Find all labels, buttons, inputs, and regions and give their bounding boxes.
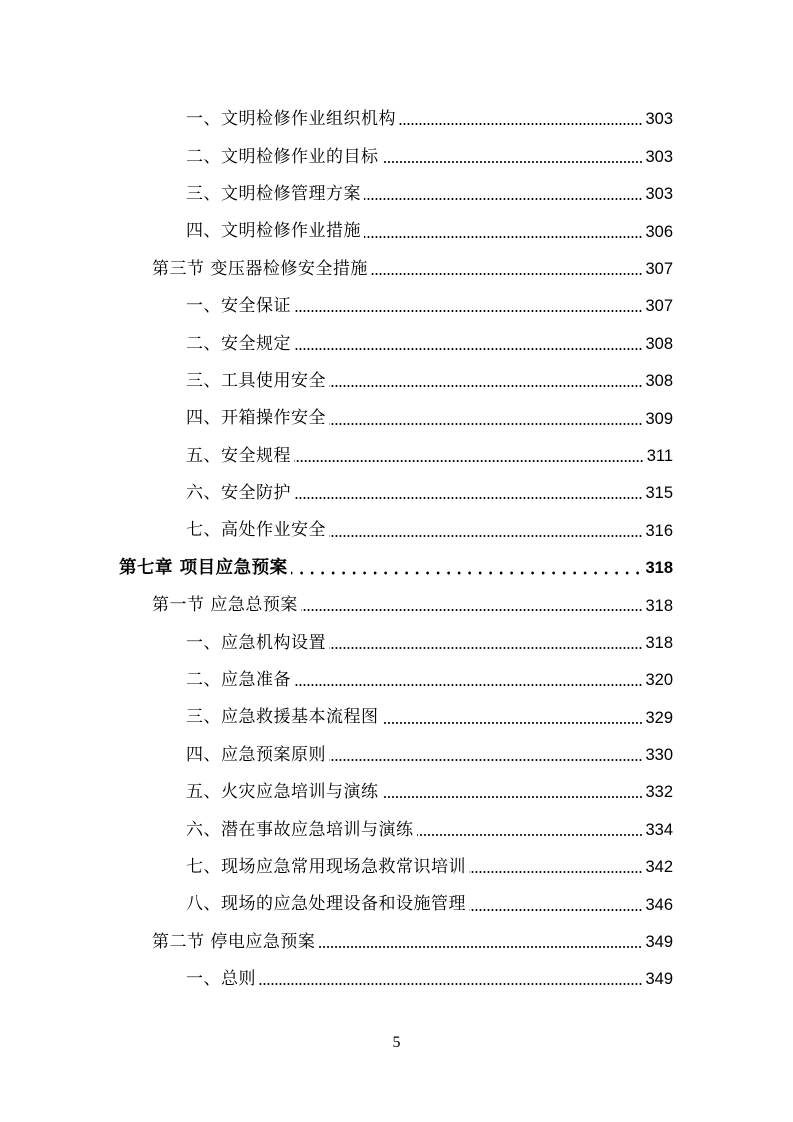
toc-entry-page-number: 303 — [645, 185, 673, 204]
toc-dot-leader — [329, 384, 642, 388]
toc-entry-item[interactable] — [0, 662, 793, 699]
toc-entry-item[interactable] — [0, 363, 793, 400]
toc-entry-item[interactable] — [0, 699, 793, 736]
toc-dot-leader — [371, 272, 643, 276]
toc-entry-chapter[interactable] — [0, 550, 793, 587]
toc-entry-title: 七、高处作业安全 — [186, 520, 326, 541]
toc-dot-leader — [469, 908, 642, 912]
toc-entry-item[interactable] — [0, 886, 793, 923]
toc-entry-title: 六、安全防护 — [186, 483, 291, 504]
toc-entry-item[interactable] — [0, 774, 793, 811]
toc-dot-leader — [399, 122, 642, 126]
toc-dot-leader — [294, 683, 642, 687]
toc-entry-title: 二、应急准备 — [186, 670, 291, 691]
toc-entry-item[interactable] — [0, 475, 793, 512]
toc-entry-page-number: 307 — [645, 297, 673, 316]
toc-entry-section[interactable] — [0, 587, 793, 624]
toc-entry-page-number: 334 — [645, 820, 673, 839]
toc-dot-leader — [294, 496, 642, 500]
toc-entry-item[interactable] — [0, 101, 793, 138]
toc-entry-page-number: 320 — [645, 671, 673, 690]
toc-entry-title: 三、文明检修管理方案 — [186, 183, 361, 204]
toc-entry-item[interactable] — [0, 138, 793, 175]
toc-entry-page-number: 315 — [645, 484, 673, 503]
toc-entry-item[interactable] — [0, 849, 793, 886]
toc-entry-page-number: 318 — [645, 559, 673, 578]
toc-entry-title: 第七章 项目应急预案 — [119, 557, 288, 578]
toc-entry-page-number: 330 — [645, 746, 673, 765]
toc-entry-title: 一、文明检修作业组织机构 — [186, 109, 396, 130]
toc-entry-page-number: 303 — [645, 147, 673, 166]
toc-dot-leader — [329, 646, 642, 650]
toc-entry-item[interactable] — [0, 438, 793, 475]
toc-entry-page-number: 309 — [645, 409, 673, 428]
toc-entry-item[interactable] — [0, 737, 793, 774]
toc-entry-page-number: 316 — [645, 521, 673, 540]
toc-entry-title: 四、应急预案原则 — [186, 744, 326, 765]
toc-entry-title: 二、文明检修作业的目标 — [186, 146, 379, 167]
toc-entry-item[interactable] — [0, 811, 793, 848]
toc-entry-page-number: 308 — [645, 334, 673, 353]
toc-entry-page-number: 342 — [645, 858, 673, 877]
toc-dot-leader — [294, 459, 644, 463]
toc-entry-page-number: 349 — [645, 933, 673, 952]
toc-dot-leader — [469, 870, 642, 874]
toc-dot-leader — [382, 721, 643, 725]
toc-dot-leader — [259, 982, 642, 986]
toc-entry-item[interactable] — [0, 512, 793, 549]
toc-entry-title: 二、安全规定 — [186, 333, 291, 354]
toc-dot-leader — [301, 608, 643, 612]
toc-entry-title: 三、应急救援基本流程图 — [186, 707, 379, 728]
page-number: 5 — [392, 1034, 401, 1051]
toc-entry-page-number: 332 — [645, 783, 673, 802]
toc-dot-leader — [417, 833, 643, 837]
toc-entry-item[interactable] — [0, 624, 793, 661]
toc-entry-item[interactable] — [0, 400, 793, 437]
toc-entry-section[interactable] — [0, 924, 793, 961]
toc-entry-title: 五、火灾应急培训与演练 — [186, 782, 379, 803]
toc-entry-page-number: 318 — [645, 633, 673, 652]
toc-entry-title: 八、现场的应急处理设备和设施管理 — [186, 894, 466, 915]
toc-entry-title: 一、总则 — [186, 969, 256, 990]
toc-dot-leader — [329, 534, 642, 538]
toc-dot-leader — [329, 758, 642, 762]
toc-entry-title: 四、开箱操作安全 — [186, 408, 326, 429]
toc-entry-page-number: 311 — [646, 446, 673, 465]
toc-entry-title: 第一节 应急总预案 — [152, 595, 298, 616]
toc-entry-page-number: 303 — [645, 110, 673, 129]
toc-dot-leader — [382, 795, 643, 799]
toc-entry-title: 六、潜在事故应急培训与演练 — [186, 819, 414, 840]
toc-entry-title: 第三节 变压器检修安全措施 — [152, 258, 368, 279]
toc-entry-page-number: 308 — [645, 372, 673, 391]
toc-entry-title: 四、文明检修作业措施 — [186, 221, 361, 242]
toc-dot-leader — [291, 571, 643, 575]
toc-entry-page-number: 307 — [645, 260, 673, 278]
table-of-contents — [0, 101, 793, 998]
toc-entry-page-number: 346 — [645, 895, 673, 914]
toc-entry-title: 五、安全规程 — [186, 445, 291, 466]
toc-entry-item[interactable] — [0, 325, 793, 362]
toc-entry-page-number: 349 — [645, 970, 673, 989]
toc-entry-title: 三、工具使用安全 — [186, 370, 326, 391]
toc-entry-section[interactable] — [0, 251, 793, 288]
toc-entry-title: 第二节 停电应急预案 — [152, 931, 316, 952]
toc-entry-item[interactable] — [0, 213, 793, 250]
toc-dot-leader — [382, 160, 643, 164]
toc-entry-title: 一、安全保证 — [186, 296, 291, 317]
toc-entry-page-number: 318 — [645, 596, 673, 615]
toc-entry-page-number: 306 — [645, 222, 673, 241]
toc-entry-item[interactable] — [0, 961, 793, 998]
toc-dot-leader — [364, 235, 642, 239]
toc-entry-item[interactable] — [0, 288, 793, 325]
toc-entry-item[interactable] — [0, 176, 793, 213]
toc-dot-leader — [318, 945, 642, 949]
toc-entry-title: 七、现场应急常用现场急救常识培训 — [186, 857, 466, 877]
toc-dot-leader — [364, 197, 642, 201]
toc-dot-leader — [294, 347, 642, 351]
toc-dot-leader — [294, 309, 642, 313]
toc-dot-leader — [329, 422, 642, 426]
toc-entry-title: 一、应急机构设置 — [186, 632, 326, 653]
toc-entry-page-number: 329 — [645, 708, 673, 727]
